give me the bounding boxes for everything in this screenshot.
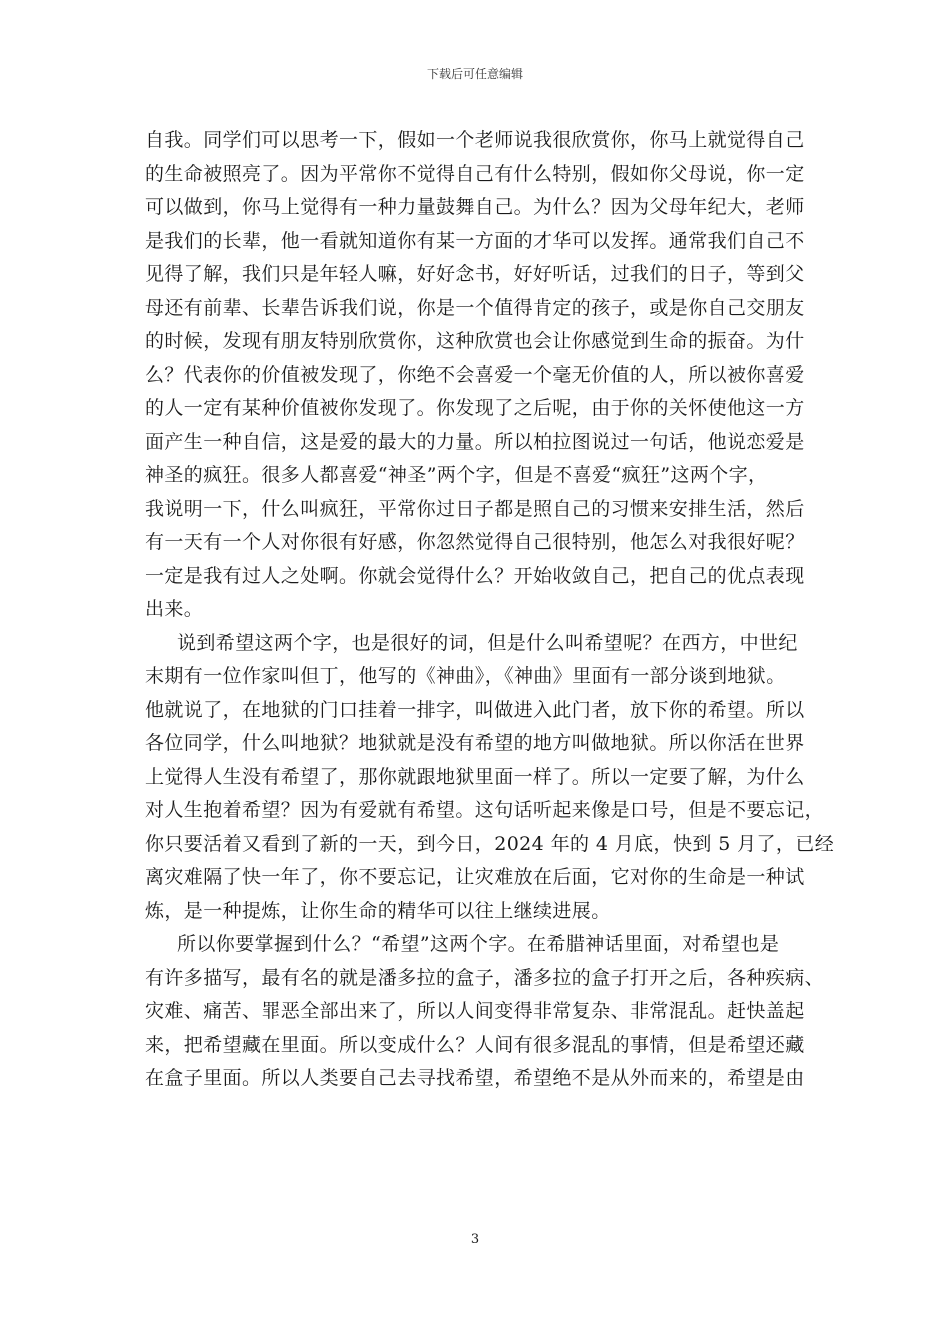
text-line: 可以做到，你马上觉得有一种力量鼓舞自己。为什么？因为父母年纪大，老师 bbox=[145, 196, 805, 218]
text-line: 有许多描写，最有名的就是潘多拉的盒子，潘多拉的盒子打开之后，各种疾病、 bbox=[145, 966, 825, 989]
page-number: 3 bbox=[470, 1232, 480, 1247]
text-line: 的时候，发现有朋友特别欣赏你，这种欣赏也会让你感觉到生命的振奋。为什 bbox=[145, 330, 805, 352]
text-line: 母还有前辈、长辈告诉我们说，你是一个值得肯定的孩子，或是你自己交朋友 bbox=[145, 296, 805, 319]
page-header: 下载后可任意编辑 bbox=[426, 67, 523, 81]
text-line: 各位同学，什么叫地狱？地狱就是没有希望的地方叫做地狱。所以你活在世界 bbox=[145, 732, 805, 754]
text-line: 你只要活着又看到了新的一天，到今日，2024 年的 4 月底，快到 5 月了，已经 bbox=[145, 832, 835, 855]
text-line: 自我。同学们可以思考一下，假如一个老师说我很欣赏你，你马上就觉得自己 bbox=[145, 129, 805, 151]
text-line: 我说明一下，什么叫疯狂，平常你过日子都是照自己的习惯来安排生活，然后 bbox=[145, 497, 805, 520]
text-line: 来，把希望藏在里面。所以变成什么？人间有很多混乱的事情，但是希望还藏 bbox=[145, 1033, 805, 1056]
text-line: 的生命被照亮了。因为平常你不觉得自己有什么特别，假如你父母说，你一定 bbox=[145, 162, 805, 185]
text-line: 的人一定有某种价值被你发现了。你发现了之后呢，由于你的关怀使他这一方 bbox=[145, 397, 805, 419]
text-line: 灾难、痛苦、罪恶全部出来了，所以人间变得非常复杂、非常混乱。赶快盖起 bbox=[145, 1000, 805, 1022]
body-text bbox=[145, 124, 835, 1096]
text-line: 有一天有一个人对你很有好感，你忽然觉得自己很特别，他怎么对我很好呢？ bbox=[145, 531, 805, 553]
text-line: 么？代表你的价值被发现了，你绝不会喜爱一个毫无价值的人，所以被你喜爱 bbox=[145, 363, 805, 386]
text-line: 上觉得人生没有希望了，那你就跟地狱里面一样了。所以一定要了解，为什么 bbox=[145, 765, 805, 788]
paragraph-first-line: 说到希望这两个字，也是很好的词，但是什么叫希望呢？在西方，中世纪 bbox=[177, 631, 798, 654]
text-line: 在盒子里面。所以人类要自己去寻找希望，希望绝不是从外而来的，希望是由 bbox=[145, 1067, 805, 1089]
text-line: 离灾难隔了快一年了，你不要忘记，让灾难放在后面，它对你的生命是一种试 bbox=[145, 866, 805, 888]
text-line: 见得了解，我们只是年轻人嘛，好好念书，好好听话，过我们的日子，等到父 bbox=[145, 263, 805, 285]
text-line: 是我们的长辈，他一看就知道你有某一方面的才华可以发挥。通常我们自己不 bbox=[145, 229, 805, 252]
text-line: 一定是我有过人之处啊。你就会觉得什么？开始收敛自己，把自己的优点表现 bbox=[145, 564, 805, 587]
text-line: 面产生一种自信，这是爱的最大的力量。所以柏拉图说过一句话，他说恋爱是 bbox=[145, 430, 805, 453]
text-line: 神圣的疯狂。很多人都喜爱“神圣”两个字，但是不喜爱“疯狂”这两个字， bbox=[145, 464, 768, 486]
text-line: 对人生抱着希望？因为有爱就有希望。这句话听起来像是口号，但是不要忘记， bbox=[145, 799, 825, 821]
text-line: 末期有一位作家叫但丁，他写的《神曲》，《神曲》里面有一部分谈到地狱。 bbox=[145, 665, 786, 687]
paragraph-first-line: 所以你要掌握到什么？“希望”这两个字。在希腊神话里面，对希望也是 bbox=[177, 933, 780, 955]
text-line: 他就说了，在地狱的门口挂着一排字，叫做进入此门者，放下你的希望。所以 bbox=[145, 698, 805, 721]
text-line: 炼，是一种提炼，让你生命的精华可以往上继续进展。 bbox=[145, 899, 611, 922]
text-line: 出来。 bbox=[145, 598, 204, 620]
